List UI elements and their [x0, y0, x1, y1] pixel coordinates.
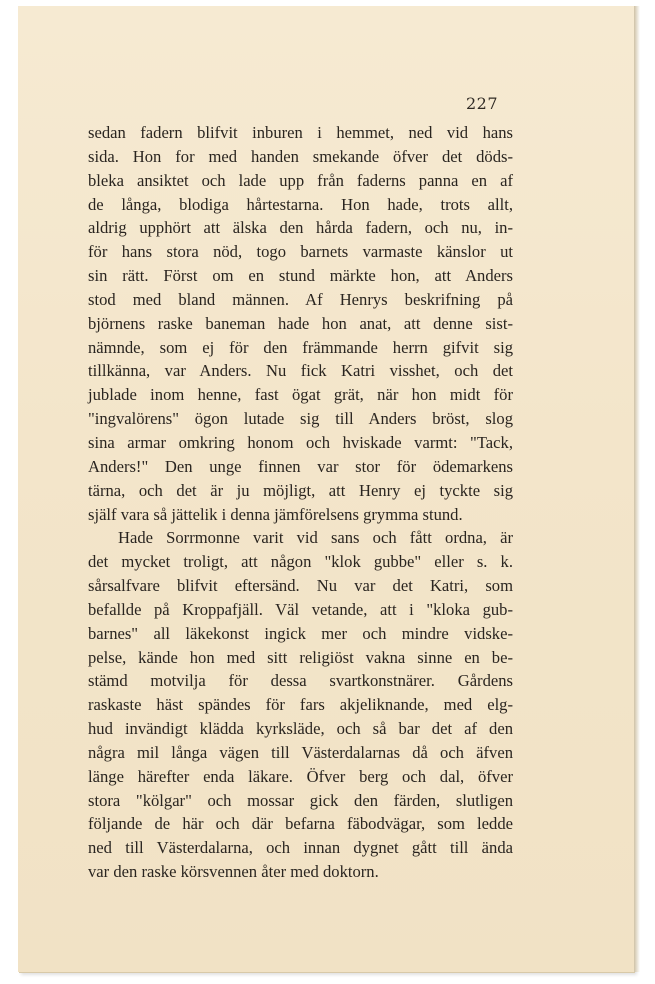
text-line: de långa, blodiga hårtestarna. Hon hade, trots allt, [88, 194, 513, 214]
page-number: 227 [466, 94, 499, 113]
text-line: följande de här och där befarna fäbodvägar, som ledde [88, 814, 513, 834]
text-line: det mycket troligt, att någon "klok gubbe" eller s. k. [88, 552, 513, 572]
text-line: stora "kölgar" och mossar gick den färden, slutligen [88, 790, 513, 810]
text-line: tärna, och det är ju möjligt, att Henry ej tyckte sig [88, 480, 513, 500]
text-line: Hade Sorrmonne varit vid sans och fått ordna, är [118, 528, 513, 548]
text-line: jublade inom henne, fast ögat grät, när hon midt för [88, 385, 513, 405]
text-line: länge härefter enda läkare. Öfver berg och dal, öfver [88, 766, 513, 786]
text-line: tillkänna, var Anders. Nu fick Katri visshet, och det [88, 361, 513, 381]
text-line: barnes" all läkekonst ingick mer och mindre vidske- [88, 623, 513, 643]
text-line: raskaste häst spändes för fars akjeliknande, med elg- [88, 695, 513, 715]
text-line: var den raske körsvennen åter med doktorn. [88, 862, 379, 882]
text-line: stämd motvilja för dessa svartkonstnärer. Gårdens [88, 671, 513, 691]
paragraph [88, 526, 513, 884]
text-line: "ingvalörens" ögon lutade sig till Anders bröst, slog [88, 409, 513, 429]
text-line: sida. Hon for med handen smekande öfver det döds- [88, 146, 513, 166]
text-line: bleka ansiktet och lade upp från faderns panna en af [88, 170, 513, 190]
text-line: några mil långa vägen till Västerdalarnas då och äfven [88, 742, 513, 762]
text-line: aldrig upphört att älska den hårda fadern, och nu, in- [88, 218, 513, 238]
text-line: pelse, kände hon med sitt religiöst vakna sinne en be- [88, 647, 513, 667]
text-line: själf vara så jättelik i denna jämförelsens grymma stund. [88, 504, 463, 524]
text-line: sedan fadern blifvit inburen i hemmet, ned vid hans [88, 123, 513, 142]
text-line: sin rätt. Först om en stund märkte hon, att Anders [88, 266, 513, 286]
page-edge-shadow [634, 6, 640, 972]
body-text [88, 121, 513, 884]
text-line: befallde på Kroppafjäll. Väl vetande, att i "kloka gub- [88, 599, 513, 619]
text-line: stod med bland männen. Af Henrys beskrifning på [88, 289, 513, 309]
paragraph [88, 121, 513, 526]
text-line: sina armar omkring honom och hviskade varmt: "Tack, [88, 432, 513, 452]
text-line: nämnde, som ej för den främmande herrn gifvit sig [88, 337, 513, 357]
text-line: ned till Västerdalarna, och innan dygnet gått till ända [88, 838, 513, 858]
text-line: för hans stora nöd, togo barnets varmaste känslor ut [88, 242, 513, 262]
text-line: hud invändigt klädda kyrksläde, och så bar det af den [88, 719, 513, 739]
text-line: Anders!" Den unge finnen var stor för ödemarkens [88, 456, 513, 476]
text-line: sårsalfvare blifvit eftersänd. Nu var det Katri, som [88, 576, 513, 596]
text-line: björnens raske baneman hade hon anat, att denne sist- [88, 313, 513, 333]
